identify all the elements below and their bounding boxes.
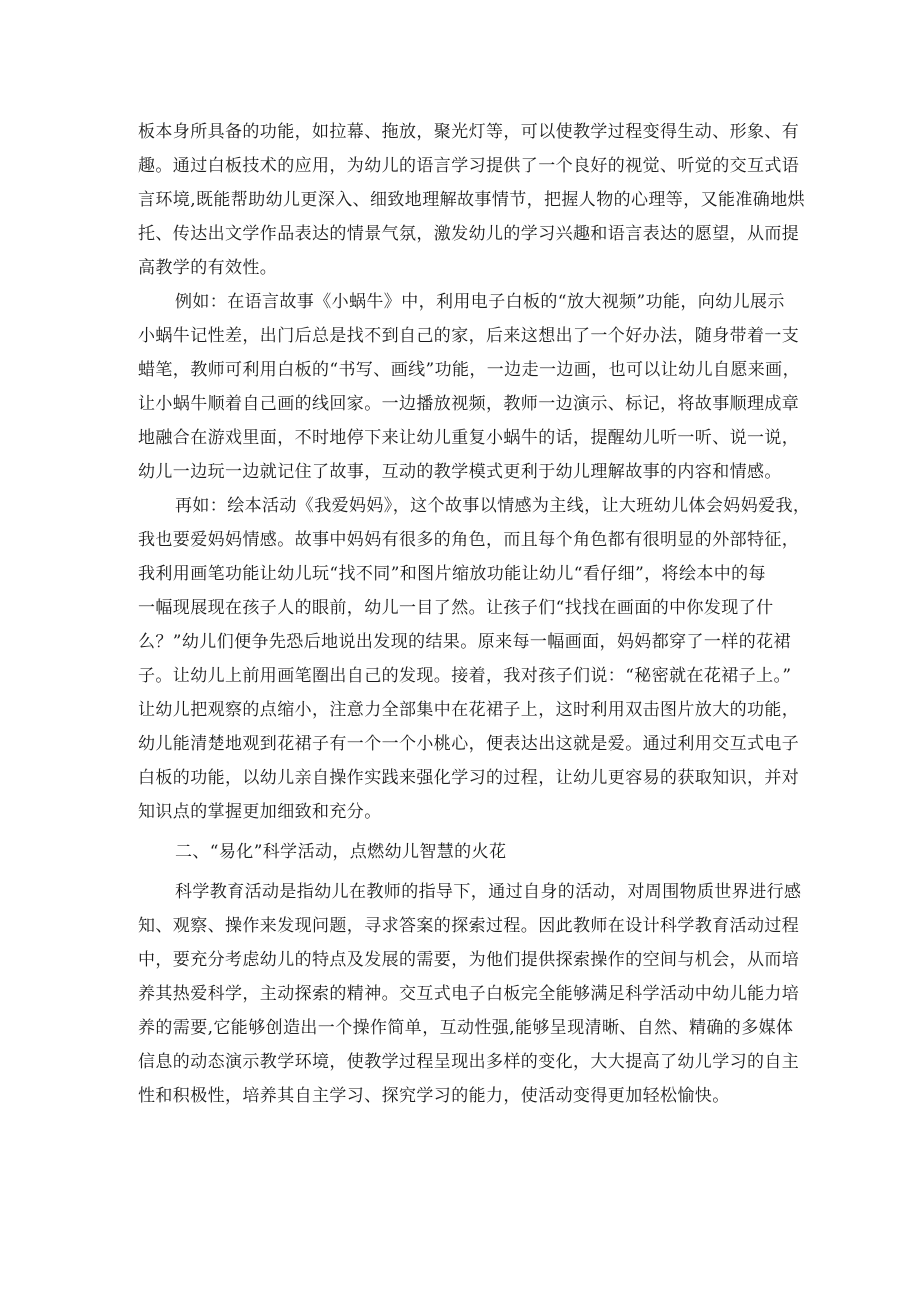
- text-line: 小蜗牛记性差，出门后总是找不到自己的家，后来这想出了一个好办法，随身带着一支: [138, 326, 800, 346]
- text-line: 白板的功能，以幼儿亲自操作实践来强化学习的过程，让幼儿更容易的获取知识，并对: [138, 768, 800, 788]
- text-line: 一幅现展现在孩子人的眼前，幼儿一目了然。让孩子们“找找在画面的中你发现了什: [138, 598, 774, 618]
- text-line: 让幼儿把观察的点缩小，注意力全部集中在花裙子上，这时利用双击图片放大的功能，: [138, 700, 800, 720]
- text-line: 幼儿一边玩一边就记住了故事，互动的教学模式更利于幼儿理解故事的内容和情感。: [138, 462, 782, 482]
- text-line: 托、传达出文学作品表达的情景气氛，激发幼儿的学习兴趣和语言表达的愿望，从而提: [138, 224, 800, 244]
- text-line: 知、观察、操作来发现问题，寻求答案的探索过程。因此教师在设计科学教育活动过程: [138, 916, 800, 936]
- text-line: 言环境,既能帮助幼儿更深入、细致地理解故事情节，把握人物的心理等，又能准确地烘: [138, 190, 806, 210]
- text-line: 知识点的掌握更加细致和充分。: [138, 802, 382, 822]
- text-line: 地融合在游戏里面，不时地停下来让幼儿重复小蜗牛的话，提醒幼儿听一听、说一说，: [138, 428, 800, 448]
- text-line: 让小蜗牛顺着自己画的线回家。一边播放视频，教师一边演示、标记，将故事顺理成章: [138, 394, 800, 414]
- paragraph-start-line: 再如：绘本活动《我爱妈妈》，这个故事以情感为主线，让大班幼儿体会妈妈爱我，: [175, 496, 811, 516]
- text-line: 信息的动态演示教学环境，使教学过程呈现出多样的变化，大大提高了幼儿学习的自主: [138, 1052, 800, 1072]
- text-line: 养其热爱科学，主动探索的精神。交互式电子白板完全能够满足科学活动中幼儿能力培: [138, 984, 800, 1004]
- section-heading: 二、“易化”科学活动，点燃幼儿智慧的火花: [175, 842, 507, 862]
- text-line: 养的需要,它能够创造出一个操作简单，互动性强,能够呈现清晰、自然、精确的多媒体: [138, 1018, 794, 1038]
- text-line: 性和积极性，培养其自主学习、探究学习的能力，使活动变得更加轻松愉快。: [138, 1086, 730, 1106]
- text-line: 趣。通过白板技术的应用，为幼儿的语言学习提供了一个良好的视觉、听觉的交互式语: [138, 156, 800, 176]
- text-line: 中，要充分考虑幼儿的特点及发展的需要，为他们提供探索操作的空间与机会，从而培: [138, 950, 800, 970]
- paragraph-start-line: 例如：在语言故事《小蜗牛》中，利用电子白板的“放大视频”功能，向幼儿展示: [175, 292, 785, 312]
- paragraph-start-line: 科学教育活动是指幼儿在教师的指导下，通过自身的活动，对周围物质世界进行感: [175, 882, 802, 902]
- text-line: 我利用画笔功能让幼儿玩“找不同”和图片缩放功能让幼儿“看仔细”，将绘本中的每: [138, 564, 766, 584]
- text-line: 高教学的有效性。: [138, 258, 278, 278]
- text-line: 么？”幼儿们便争先恐后地说出发现的结果。原来每一幅画面，妈妈都穿了一样的花裙: [138, 632, 791, 652]
- text-line: 板本身所具备的功能，如拉幕、拖放，聚光灯等，可以使教学过程变得生动、形象、有: [138, 122, 800, 142]
- text-line: 我也要爱妈妈情感。故事中妈妈有很多的角色，而且每个角色都有很明显的外部特征，: [138, 530, 800, 550]
- text-line: 幼儿能清楚地观到花裙子有一个一个小桃心，便表达出这就是爱。通过利用交互式电子: [138, 734, 800, 754]
- text-line: 子。让幼儿上前用画笔圈出自己的发现。接着，我对孩子们说：“秘密就在花裙子上。”: [138, 666, 792, 686]
- text-line: 蜡笔，教师可利用白板的“书写、画线”功能，一边走一边画，也可以让幼儿自愿来画，: [138, 360, 800, 380]
